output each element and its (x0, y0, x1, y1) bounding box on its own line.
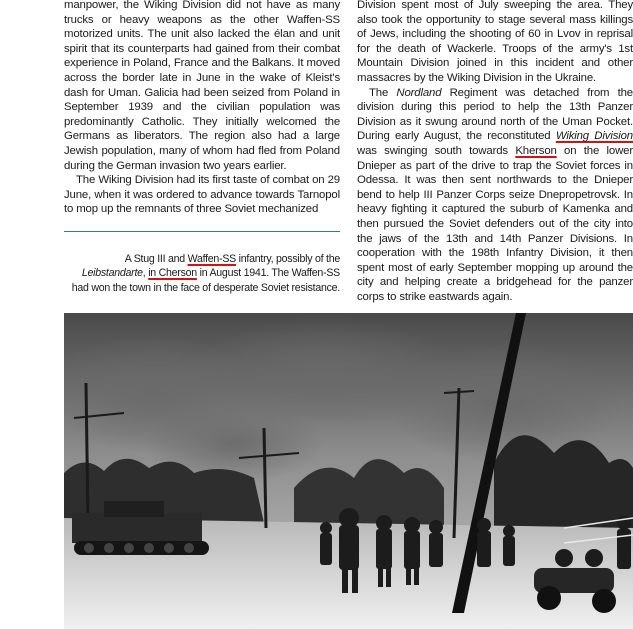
right-text-column (357, 0, 633, 304)
caption-underlined-waffen-ss: Waffen-SS (187, 253, 236, 265)
caption-divider-rule (64, 231, 340, 232)
right-paragraph-2: The Nordland Regiment was detached from the division during this period to help the 13th Panzer Division as it swung around north of the Uman Pocket. During early August, the reconstituted Wiking Division was swinging south towards Kherson on the lower Dnieper as part of the drive to trap the Soviet forces in Odessa. It was then sent northwards to the Dnieper bend to help III Panzer Corps seize Dnepropetrovsk. In heavy fighting it captured the suburb of Kamenka and then pursued the Soviet defenders out of the city into the jaws of the 13th and 14th Panzer Divisions. In cooperation with the 198th Infantry Division, it then spent most of early September mopping up around the city and helping create a bridgehead for the panzer corps to strike eastwards again. (357, 86, 633, 303)
underlined-wiking-division: Wiking Division (555, 130, 633, 143)
underlined-kherson: Kherson (515, 144, 557, 157)
caption-text-2: infantry, possibly of the (235, 253, 340, 265)
wartime-photograph (64, 313, 633, 629)
left-paragraph-1: manpower, the Wiking Division did not have as many trucks or heavy weapons as the other Waffen-SS motorized units. The unit also lacked the élan and unit spirit that its counterparts had gained from their combat experience in Poland, France and the Balkans. It moved across the border late in June in the wake of Kleist's dash for Uman. Galicia had been seized from Poland in September 1939 and the civilian population was predominantly Catholic. They initially welcomed the Germans as liberators. The region also had a large Jewish population, many of whom had fled from Poland during the German invasion two years earlier. (64, 0, 340, 172)
photo-caption (64, 252, 340, 295)
caption-underlined-in-cherson: in Cherson (148, 267, 197, 280)
italic-nordland: Nordland (396, 86, 442, 99)
left-text-column (64, 0, 340, 217)
caption-text-3: , (142, 267, 149, 280)
caption-text-1: A Stug III and (124, 253, 188, 265)
right-paragraph-1: Division spent most of July sweeping the area. They also took the opportunity to stage several mass killings of Jews, including the shooting of 60 in Lvov in reprisal for the death of Wackerle. Troops of the army's 1st Mountain Division joined in this incident and other massacres by the Wiking Division in the Ukraine. (357, 0, 633, 84)
left-paragraph-2: The Wiking Division had its first taste of combat on 29 June, when it was ordered to advance towards Tarnopol to mop up the remnants of three Soviet mechanized (64, 174, 340, 216)
caption-italic-leibstandarte: Leibstandarte (81, 267, 143, 280)
photo-illustration (64, 313, 633, 629)
caption-text-4: in August 1941. The Waffen-SS had won the town in the face of desperate Soviet resistance. (71, 267, 340, 294)
